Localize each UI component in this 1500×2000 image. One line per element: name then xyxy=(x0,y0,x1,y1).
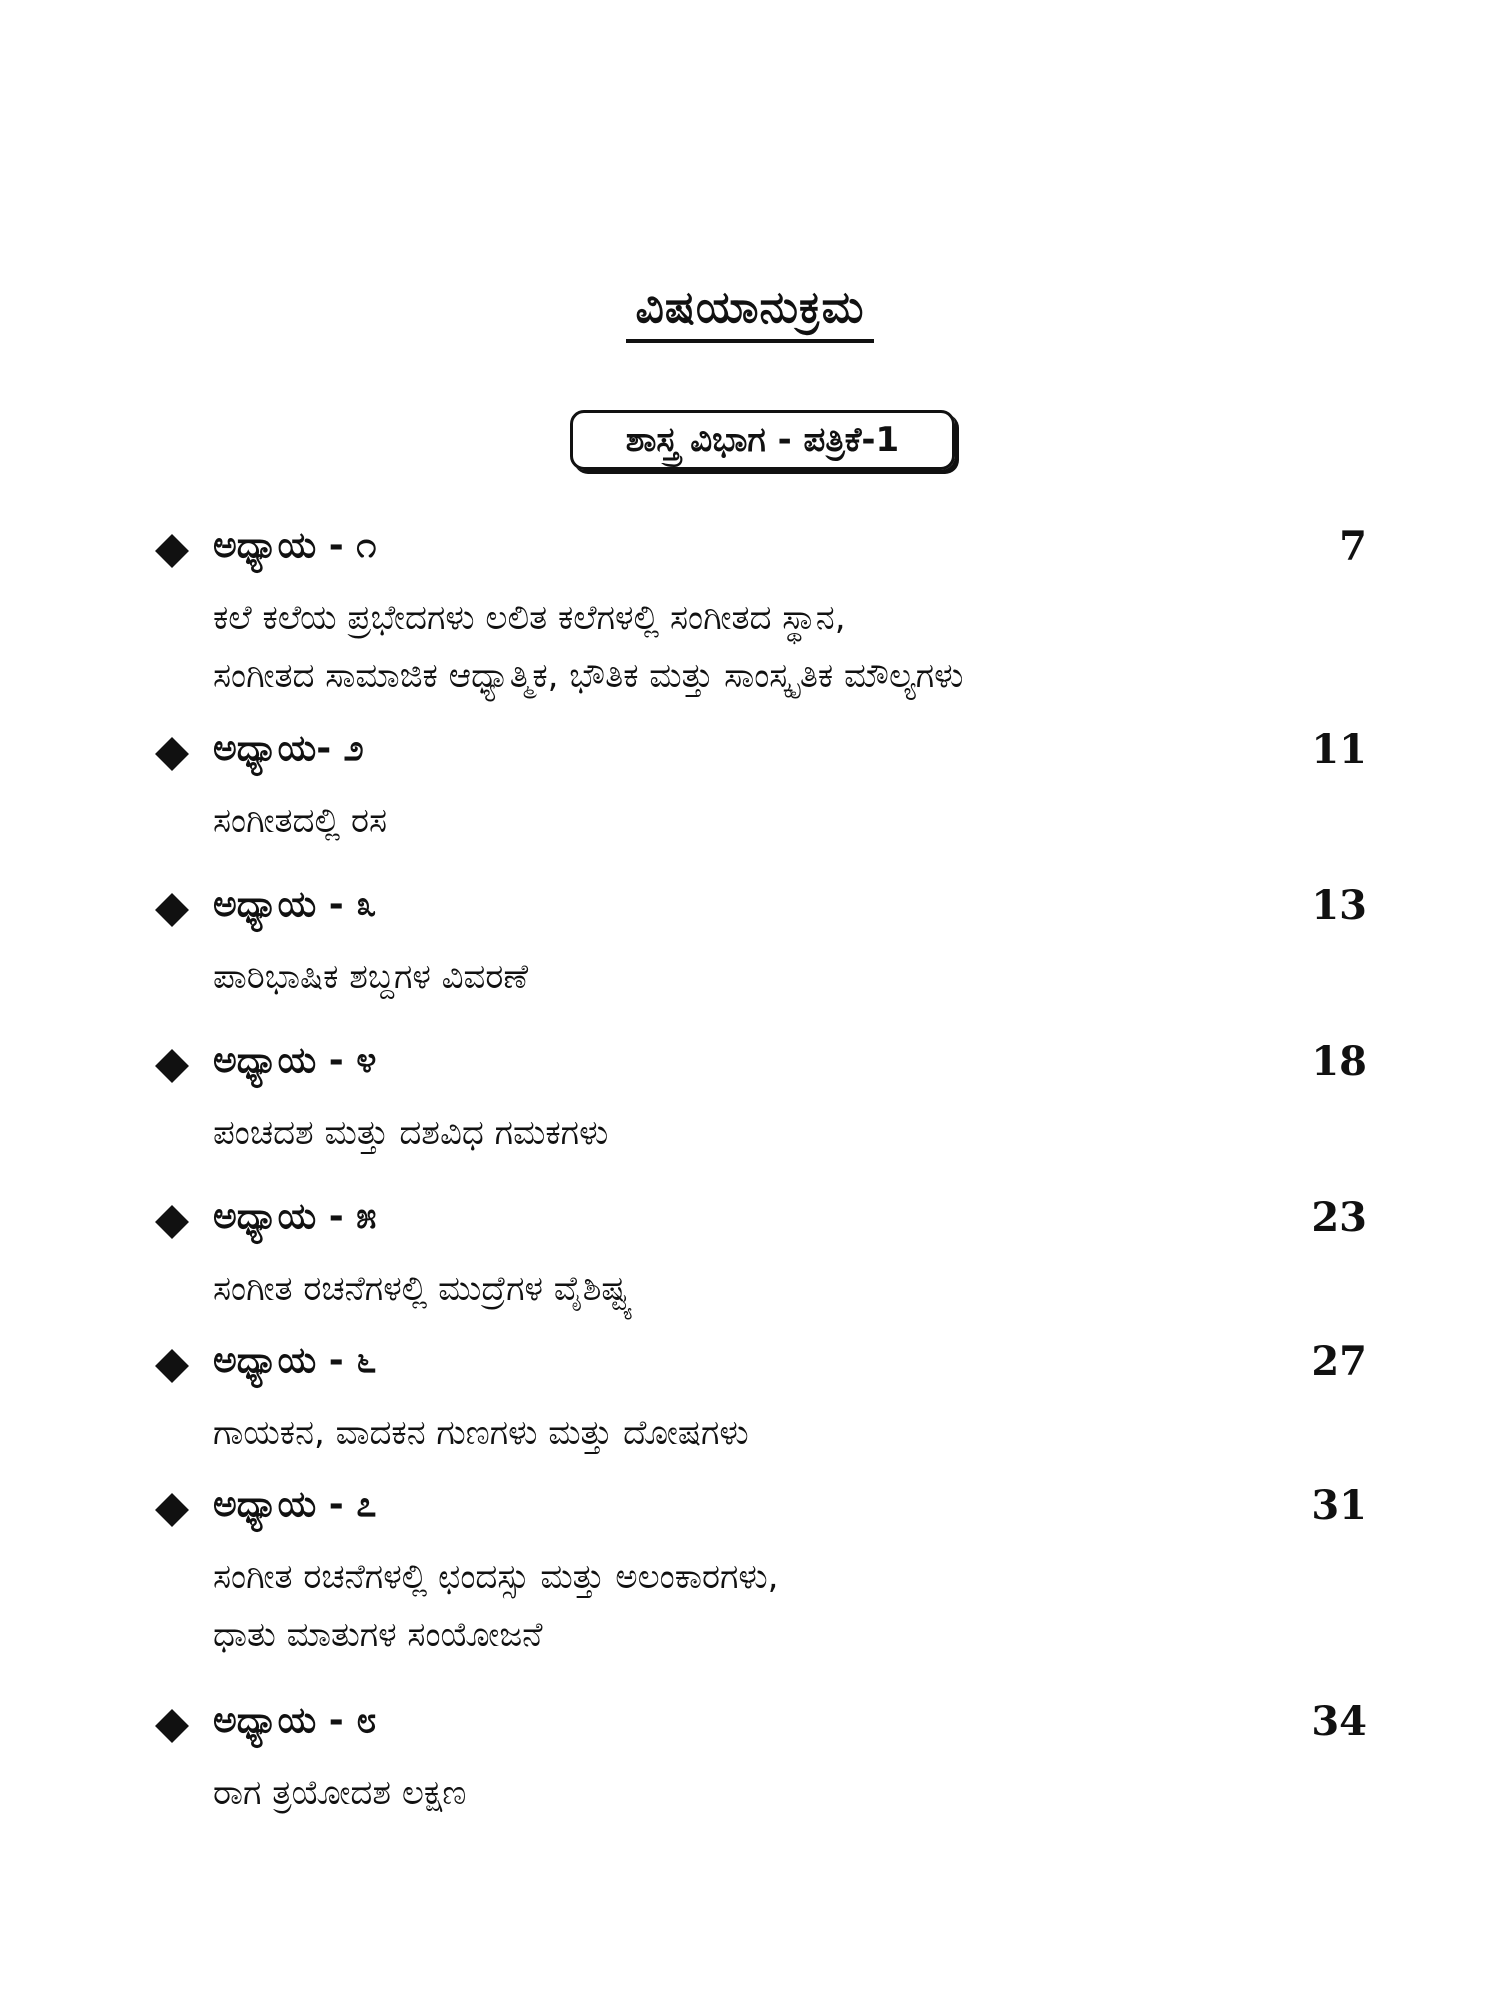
diamond-bullet-icon xyxy=(155,534,189,568)
chapter-label: ಅಧ್ಯಾಯ - ೭ xyxy=(213,1484,377,1525)
page-number: 11 xyxy=(1311,726,1367,773)
description-line: ಗಾಯಕನ, ವಾದಕನ ಗುಣಗಳು ಮತ್ತು ದೋಷಗಳು xyxy=(213,1413,749,1453)
page-number: 34 xyxy=(1311,1698,1367,1745)
description-line: ರಾಗ ತ್ರಯೋದಶ ಲಕ್ಷಣ xyxy=(213,1773,467,1813)
section-heading: ಶಾಸ್ತ್ರ ವಿಭಾಗ - ಪತ್ರಿಕೆ-1 xyxy=(570,410,955,470)
description-line: ಸಂಗೀತದಲ್ಲಿ ರಸ xyxy=(213,801,388,841)
chapter-description xyxy=(213,1104,608,1162)
chapter-label: ಅಧ್ಯಾಯ - ೧ xyxy=(213,525,377,566)
page-number: 31 xyxy=(1311,1482,1367,1529)
page-number: 13 xyxy=(1311,882,1367,929)
diamond-bullet-icon xyxy=(155,1049,189,1083)
description-line: ಪಾರಿಭಾಷಿಕ ಶಬ್ದಗಳ ವಿವರಣೆ xyxy=(213,957,529,997)
page-title xyxy=(0,282,1500,343)
chapter-label: ಅಧ್ಯಾಯ - ೪ xyxy=(213,1040,377,1081)
chapter-description xyxy=(213,792,387,850)
diamond-bullet-icon xyxy=(155,1349,189,1383)
diamond-bullet-icon xyxy=(155,1709,189,1743)
page-number: 7 xyxy=(1339,523,1367,570)
description-line: ಕಲೆ ಕಲೆಯ ಪ್ರಭೇದಗಳು ಲಲಿತ ಕಲೆಗಳಲ್ಲಿ ಸಂಗೀತದ ಸ್ಥಾನ, xyxy=(213,598,846,638)
page-number: 18 xyxy=(1311,1038,1367,1085)
description-line: ಸಂಗೀತ ರಚನೆಗಳಲ್ಲಿ ಮುದ್ರೆಗಳ ವೈಶಿಷ್ಟ್ಯ xyxy=(213,1269,633,1309)
chapter-label: ಅಧ್ಯಾಯ - ೫ xyxy=(213,1196,377,1237)
description-line: ಸಂಗೀತ ರಚನೆಗಳಲ್ಲಿ ಛಂದಸ್ಸು ಮತ್ತು ಅಲಂಕಾರಗಳು, xyxy=(213,1557,779,1597)
description-line: ಧಾತು ಮಾತುಗಳ ಸಂಯೋಜನೆ xyxy=(213,1615,543,1655)
chapter-description xyxy=(213,589,963,705)
chapter-label: ಅಧ್ಯಾಯ- ೨ xyxy=(213,728,364,769)
description-line: ಸಂಗೀತದ ಸಾಮಾಜಿಕ ಆಧ್ಯಾತ್ಮಿಕ, ಭೌತಿಕ ಮತ್ತು ಸಾಂಸ್ಕೃತಿಕ ಮೌಲ್ಯಗಳು xyxy=(213,656,964,696)
diamond-bullet-icon xyxy=(155,893,189,927)
chapter-description xyxy=(213,1764,466,1822)
chapter-label: ಅಧ್ಯಾಯ - ೬ xyxy=(213,1340,377,1381)
diamond-bullet-icon xyxy=(155,737,189,771)
chapter-description xyxy=(213,1260,633,1318)
chapter-description xyxy=(213,1548,778,1664)
chapter-description xyxy=(213,948,528,1006)
chapter-description xyxy=(213,1404,749,1462)
diamond-bullet-icon xyxy=(155,1205,189,1239)
chapter-label: ಅಧ್ಯಾಯ - ೮ xyxy=(213,1700,377,1741)
diamond-bullet-icon xyxy=(155,1493,189,1527)
page-number: 23 xyxy=(1311,1194,1367,1241)
description-line: ಪಂಚದಶ ಮತ್ತು ದಶವಿಧ ಗಮಕಗಳು xyxy=(213,1113,609,1153)
chapter-label: ಅಧ್ಯಾಯ - ೩ xyxy=(213,884,377,925)
page-number: 27 xyxy=(1311,1338,1367,1385)
page-title-text: ವಿಷಯಾನುಕ್ರಮ xyxy=(626,282,875,343)
